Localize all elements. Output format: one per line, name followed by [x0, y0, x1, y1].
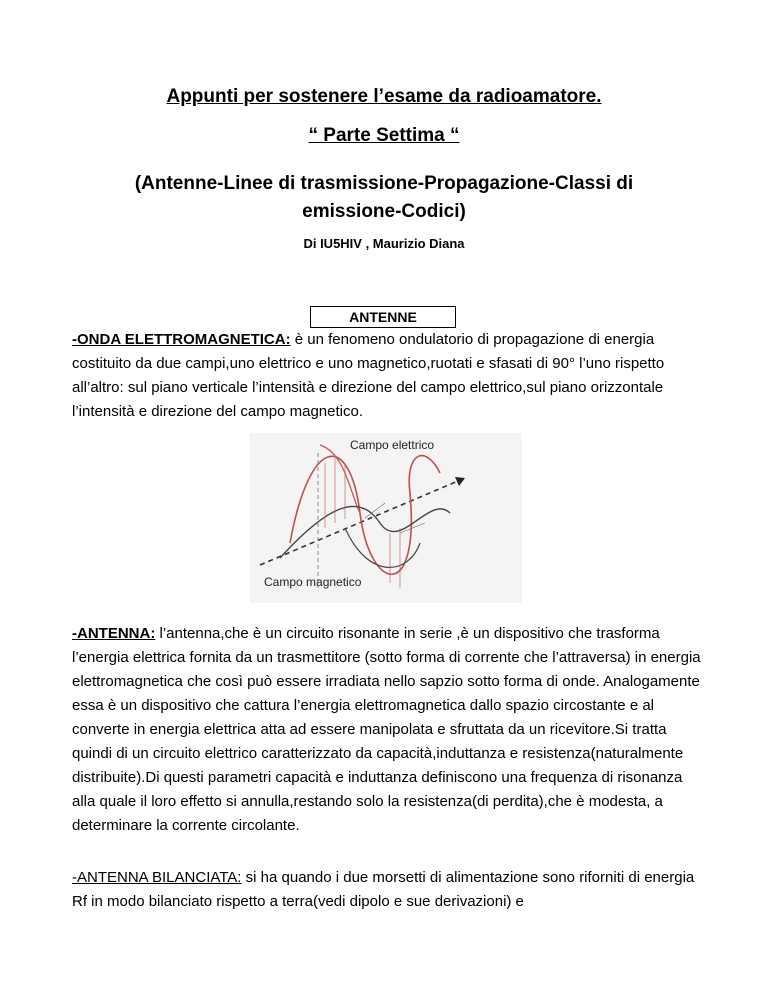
paragraph-antenna [72, 622, 702, 838]
magnetic-field-label: Campo magnetico [264, 575, 362, 589]
document-title: Appunti per sostenere l’esame da radioamatore. [166, 86, 602, 107]
part-title: “ Parte Settima “ [308, 125, 460, 146]
paragraph-text: l’antenna,che è un circuito risonante in serie ,è un dispositivo che trasforma l’energia elettrica fornita da un trasmettitore (sotto forma di corrente che l’attraversa) in energia elettromagnetica che così può essere irradiata nello sapzio sotto forma di onde. Analogamente essa è un dispositivo che cattura l’energia elettromagnetica dallo spazio circostante e al converte in energia elettrica atta ad essere manipolata e sfruttata da un ricevitore.Si tratta quindi di un circuito elettrico caratterizzato da capacità,induttanza e resistenza(naturalmente distribuite).Di questi parametri capacità e induttanza definiscono una frequenza di risonanza alla quale il loro effetto si annulla,restando solo la resistenza(di perdita),che è modesta, a determinare la corrente circolante. [72, 625, 701, 834]
subtitle-line-2: emissione-Codici) [302, 201, 466, 222]
term-label: -ONDA ELETTROMAGNETICA: [72, 331, 291, 348]
term-label: -ANTENNA: [72, 625, 156, 642]
document-subtitle [0, 170, 768, 226]
term-label: -ANTENNA BILANCIATA: [72, 869, 242, 886]
author-line: Di IU5HIV , Maurizio Diana [303, 236, 465, 251]
em-wave-figure [250, 433, 522, 603]
paragraph-onda-elettromagnetica [72, 328, 702, 424]
subtitle-line-1: (Antenne-Linee di trasmissione-Propagazione-Classi di [134, 173, 634, 194]
paragraph-text: è un fenomeno ondulatorio di propagazione di energia costituito da due campi,uno elettrico e uno magnetico,ruotati e sfasati di 90° l’uno rispetto all’altro: sul piano verticale l’intensità e direzione del campo elettrico,sul piano orizzontale l’intensità e direzione del campo magnetico. [72, 331, 665, 420]
paragraph-antenna-bilanciata [72, 866, 702, 914]
paragraph-text: si ha quando i due morsetti di alimentazione sono riforniti di energia Rf in modo bilanciato rispetto a terra(vedi dipolo e sue derivazioni) e [72, 869, 695, 910]
section-heading-box: ANTENNE [310, 306, 456, 328]
electric-field-label: Campo elettrico [350, 438, 435, 452]
